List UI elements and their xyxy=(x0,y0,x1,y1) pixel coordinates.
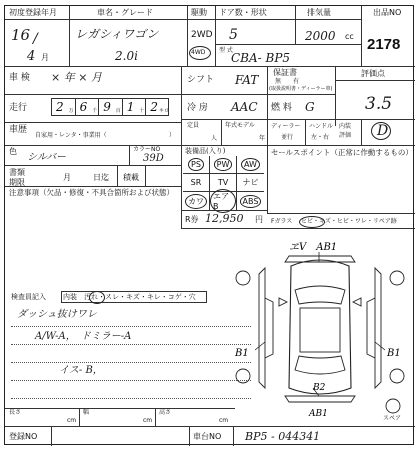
mileage-unit: 十 xyxy=(139,108,145,114)
equipment-item xyxy=(210,192,237,210)
doc-label2: 期限 xyxy=(9,178,25,187)
inspector-option-circle xyxy=(89,291,105,304)
equipment-item xyxy=(183,174,210,192)
warranty-sub: 無 有 xyxy=(275,78,300,85)
ac-label: 冷 房 xyxy=(187,103,208,113)
interior-value: D xyxy=(377,123,389,139)
chassis-label: 車台NO xyxy=(193,432,222,441)
mileage-digit xyxy=(146,99,170,115)
drive-label: 駆動 xyxy=(191,8,207,17)
width-unit: cm xyxy=(143,417,153,424)
fuel-value: G xyxy=(305,100,315,114)
usage-options: 自家用・レンタ・事業用（ xyxy=(35,132,107,139)
equipment-item xyxy=(237,174,264,192)
mileage-digit xyxy=(76,99,100,115)
chassis-value: BP5 - 044341 xyxy=(245,430,321,443)
first-reg-month-unit: 月 xyxy=(41,53,49,62)
handle-label: ハンドル xyxy=(309,123,334,130)
diagram-bottom-note2: AB1 xyxy=(309,409,328,418)
fuel-label: 燃 料 xyxy=(271,103,292,113)
inspector-label: 検査員記入 xyxy=(11,293,46,301)
dealer-label: ディーラー xyxy=(271,123,301,130)
equipment-grid xyxy=(183,156,265,210)
displacement-label: 排気量 xyxy=(307,8,331,17)
car-name-label: 車名・グレード xyxy=(97,8,153,17)
car-name: レガシィワゴン xyxy=(75,27,159,41)
diagram-right-note: B1 xyxy=(387,348,401,359)
color-label: 色 xyxy=(9,147,17,156)
equipment-item-label: エアB xyxy=(210,189,236,213)
inspector-options-box xyxy=(61,291,207,303)
length-unit: cm xyxy=(67,417,77,424)
mileage-digit xyxy=(99,99,123,115)
mileage-digit-value: 9 xyxy=(103,100,111,114)
first-reg-label: 初度登録年月 xyxy=(9,8,57,17)
drive-4wd: 4WD xyxy=(191,49,206,56)
doc-label1: 書類 xyxy=(9,168,25,177)
drive-value: 2WD xyxy=(191,30,213,40)
color-no-label: カラーNO xyxy=(133,146,161,153)
mileage-unit: 百 xyxy=(115,108,121,114)
inspector-note2: A/W-A， ドミラー-A xyxy=(35,331,132,342)
car-damage-diagram xyxy=(229,238,411,418)
interior-label2: 評価 xyxy=(339,132,352,139)
mileage-unit: 千 xyxy=(92,108,98,114)
year-model-label: 年式モデル xyxy=(225,122,255,129)
spare-label: スペア xyxy=(383,415,402,422)
width-label: 幅 xyxy=(83,409,90,416)
capacity-unit: 人 xyxy=(211,135,218,142)
color-value: シルバー xyxy=(27,152,67,163)
model-label: 型 式 xyxy=(219,47,233,54)
lot-number: 2178 xyxy=(367,36,401,53)
doc-month: 月 xyxy=(63,173,71,182)
capacity-label: 定員 xyxy=(187,122,200,129)
equipment-item-label: PS xyxy=(188,158,204,171)
first-reg-month: 4 xyxy=(27,49,36,64)
doors-label: ドア数・形状 xyxy=(219,8,267,17)
model-value: CBA- BP5 xyxy=(231,51,291,65)
doors-value: 5 xyxy=(229,27,238,43)
mileage-unit: キロ xyxy=(158,108,169,114)
usage-close: ） xyxy=(169,132,176,139)
shaken-label: 車 検 xyxy=(9,73,30,83)
usage-label: 車歴 xyxy=(9,125,28,135)
interior-circle xyxy=(371,122,391,140)
year-model-unit: 年 xyxy=(259,135,266,142)
equip-title: 装備品(入り) xyxy=(185,147,226,155)
doc-day: 日迄 xyxy=(93,173,109,182)
sales-point-label: セールスポイント（正常に作動するもの） xyxy=(271,148,413,157)
diagram-bottom-note: B2 xyxy=(313,383,326,393)
notes-label: 注意事項（欠品・修復・不具合箇所および状態） xyxy=(9,188,174,197)
auction-sheet xyxy=(4,5,414,445)
score-value: 3.5 xyxy=(365,94,393,114)
interior-label: 内装 xyxy=(339,123,352,130)
glass-options: ヒビ・キズ・ヒビ・ワレ・リペア跡 xyxy=(301,218,397,225)
mileage-digit-value: 2 xyxy=(56,100,64,114)
equipment-item-label: TV xyxy=(217,178,229,187)
shift-value: FAT xyxy=(235,73,259,87)
equipment-item-label: SR xyxy=(190,178,202,187)
r-ticket-value: 12,950 xyxy=(205,212,244,225)
first-reg-year: 16 xyxy=(11,26,31,44)
score-label: 評価点 xyxy=(361,69,385,78)
car-grade: 2.0i xyxy=(115,49,138,63)
height-unit: cm xyxy=(219,417,229,424)
lot-label: 出品NO xyxy=(373,8,402,17)
handle-value: 左・右 xyxy=(311,134,330,141)
displacement-value: 2000 xyxy=(305,29,336,43)
equipment-item xyxy=(183,192,210,210)
mileage-digit-value: 1 xyxy=(126,100,135,114)
inspector-options: 内装 汚れ・スレ・キズ・キレ・コゲ・穴 xyxy=(63,293,196,301)
inspector-note3: イス- B， xyxy=(59,365,103,376)
equipment-item xyxy=(183,156,210,174)
mileage-digit xyxy=(123,99,147,115)
shaken-value: × 年 × 月 xyxy=(51,71,102,84)
ac-value: AAC xyxy=(231,100,258,114)
doc-cargo: 積載 xyxy=(123,173,139,182)
first-reg-slash: / xyxy=(33,31,38,47)
glass-label: Fガラス xyxy=(271,218,293,225)
r-ticket-unit: 円 xyxy=(255,215,263,224)
color-no-value: 39D xyxy=(143,153,164,164)
mileage-box xyxy=(51,98,169,116)
equipment-item-label: ABS xyxy=(240,195,262,208)
warranty-sub2: (取扱説明書・ディーラー車) xyxy=(269,86,333,92)
warranty-label: 保証書 xyxy=(273,68,297,77)
length-label: 長さ xyxy=(9,409,22,416)
mileage-digit-value: 6 xyxy=(79,100,88,114)
equipment-item xyxy=(237,192,264,210)
equipment-item-label: ナビ xyxy=(242,178,259,187)
mileage-digit-value: 2 xyxy=(150,100,159,114)
equipment-item xyxy=(210,156,237,174)
mileage-label: 走行 xyxy=(9,103,28,113)
inspector-note1: ダッシュ抜けワレ xyxy=(17,309,97,320)
height-label: 高さ xyxy=(159,409,172,416)
equipment-item-label: AW xyxy=(241,158,260,171)
mileage-unit: 万 xyxy=(68,108,74,114)
displacement-unit: cc xyxy=(345,32,354,41)
dealer-sub: 並行 xyxy=(281,134,294,141)
diagram-top-note: ヱV AB1 xyxy=(289,242,338,253)
shift-label: シフト xyxy=(187,75,215,85)
diagram-left-note: B1 xyxy=(235,348,249,359)
equipment-item-label: カワ xyxy=(185,194,207,209)
mileage-digit xyxy=(52,99,76,115)
r-ticket-label: R券 xyxy=(185,215,199,224)
equipment-item-label: PW xyxy=(214,158,233,171)
reg-no-label: 登録NO xyxy=(9,432,38,441)
glass-circle xyxy=(299,216,325,228)
equipment-item xyxy=(237,156,264,174)
